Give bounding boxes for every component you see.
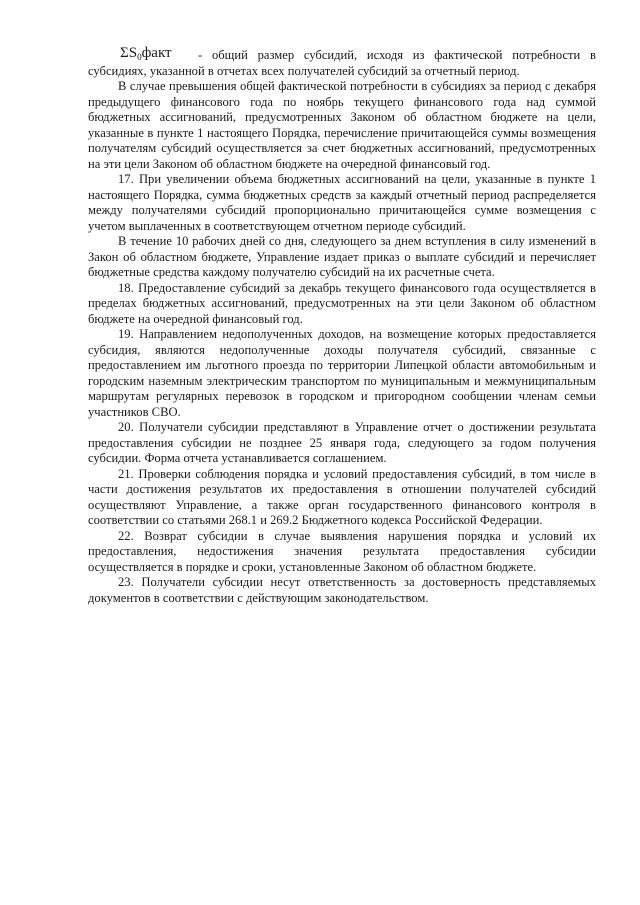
paragraph-23: 23. Получатели субсидии несут ответственность за достоверность представляемых документов в соответствии с действующим законодательством.	[88, 575, 596, 605]
paragraph-20: 20. Получатели субсидии представляют в Управление отчет о достижении результата предоставления субсидии не позднее 25 января года, следующего за годом получения субсидии. Форма отчета устанавливается соглашением.	[88, 420, 596, 465]
paragraph-17-deadline: В течение 10 рабочих дней со дня, следующего за днем вступления в силу изменений в Закон об областном бюджете, Управление издает приказ о выплате субсидий и перечисляет бюджетные средства каждому получателю субсидий на их расчетные счета.	[88, 234, 596, 279]
paragraph-formula-definition: - общий размер субсидий, исходя из фактической потребности в субсидиях, указанной в отчетах всех получателей субсидий за отчетный период.	[88, 48, 596, 78]
formula-sigma: ΣS	[120, 45, 138, 61]
paragraph-17: 17. При увеличении объема бюджетных ассигнований на цели, указанные в пункте 1 настоящего Порядка, сумма бюджетных средств за каждый отчетный период распределяется между получателями субсидий пропорционально причитающейся сумме возмещения с учетом выплаченных в соответствующем отчетном периоде субсидий.	[88, 172, 596, 233]
document-body	[88, 48, 596, 606]
paragraph-excess-demand: В случае превышения общей фактической потребности в субсидиях за период с декабря предыдущего финансового года по ноябрь текущего финансового года над суммой бюджетных ассигнований, предусмотренных Законом об областном бюджете на цели, указанные в пункте 1 настоящего Порядка, перечисление причитающейся суммы возмещения получателям субсидий осуществляется за счет бюджетных ассигнований, предусмотренных на эти цели Законом об областном бюджете на очередной финансовый год.	[88, 79, 596, 171]
paragraph-18: 18. Предоставление субсидий за декабрь текущего финансового года осуществляется в пределах бюджетных ассигнований, предусмотренных на эти цели Законом об областном бюджете на очередной финансовый год.	[88, 280, 596, 326]
paragraph-22: 22. Возврат субсидии в случае выявления нарушения порядка и условий их предоставления, недостижения значения результата предоставления субсидии осуществляется в порядке и сроки, установленные Законом об областном бюджете.	[88, 528, 596, 574]
paragraph-19: 19. Направлением недополученных доходов, на возмещение которых предоставляется субсидия, являются недополученные доходы получателя субсидий, связанные с предоставлением им льготного проезда по территории Липецкой области автомобильным и городским наземным электрическим транспортом по муниципальным и межмуниципальным маршрутам регулярных перевозок в городском и пригородном сообщении членам семьи участников СВО.	[88, 327, 596, 419]
paragraph-21: 21. Проверки соблюдения порядка и условий предоставления субсидий, в том числе в части достижения результатов их предоставления в отношении получателей субсидий осуществляют Управление, а также орган государственного финансового контроля в соответствии со статьями 268.1 и 269.2 Бюджетного кодекса Российской Федерации.	[88, 466, 596, 527]
formula-subscript: 0	[137, 52, 142, 62]
formula-word: факт	[141, 45, 172, 61]
